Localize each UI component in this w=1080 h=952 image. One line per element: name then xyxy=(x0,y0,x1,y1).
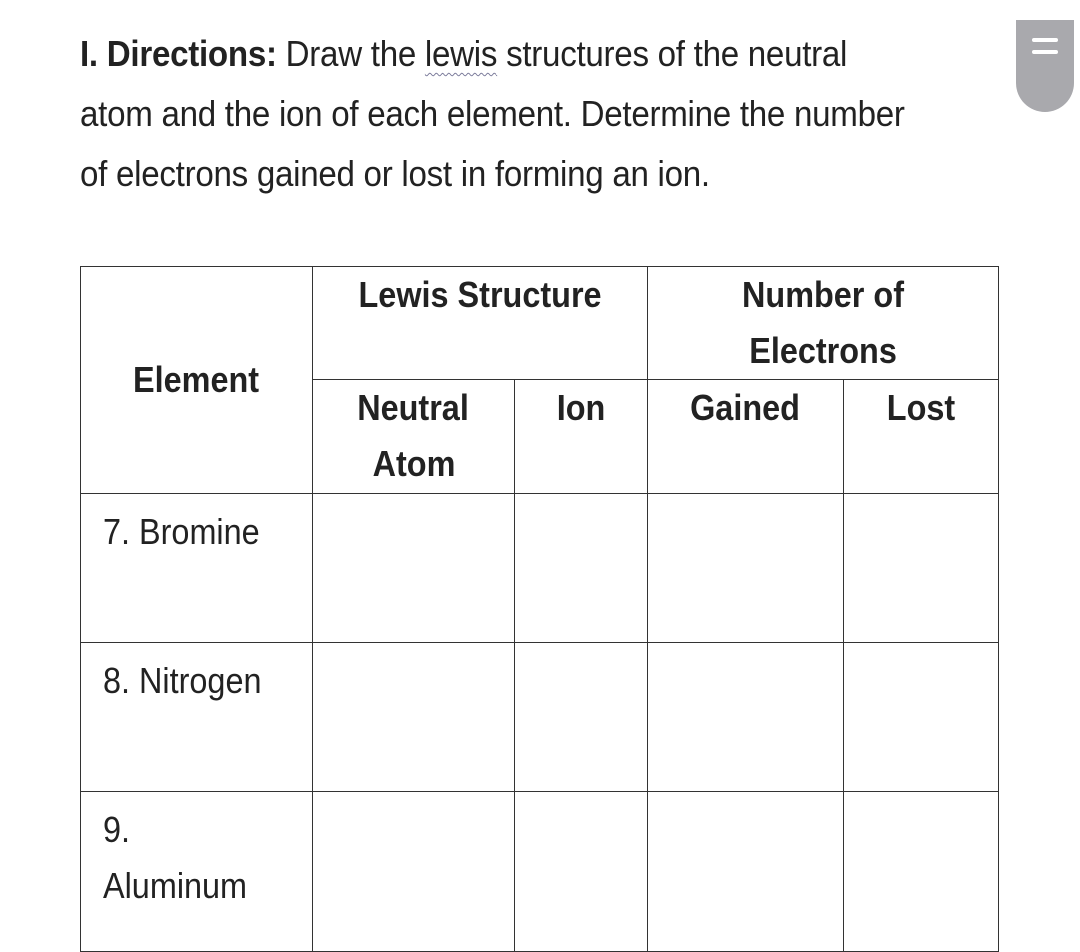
element-label: 9. xyxy=(103,809,131,850)
gained-cell[interactable] xyxy=(648,792,844,952)
gained-cell[interactable] xyxy=(648,643,844,792)
directions-lead: I. Directions: xyxy=(80,33,277,74)
worksheet-table xyxy=(80,266,999,952)
neutral-atom-cell[interactable] xyxy=(313,494,515,643)
lost-cell[interactable] xyxy=(844,643,999,792)
header-element-cell xyxy=(81,267,313,494)
header-number-of: Number of xyxy=(742,274,904,315)
element-label: 8. Nitrogen xyxy=(103,660,262,701)
scroll-handle[interactable] xyxy=(1016,20,1074,112)
header-element: Element xyxy=(133,359,260,400)
element-label: 7. Bromine xyxy=(103,511,260,552)
header-lewis-structure: Lewis Structure xyxy=(358,274,602,315)
lost-cell[interactable] xyxy=(844,494,999,643)
ion-cell[interactable] xyxy=(515,792,648,952)
element-cell xyxy=(81,643,313,792)
directions-line-2: atom and the ion of each element. Determine the number xyxy=(80,93,905,134)
table-row xyxy=(81,494,999,643)
element-cell xyxy=(81,792,313,952)
header-gained-cell xyxy=(648,380,844,494)
header-ion-cell xyxy=(515,380,648,494)
gained-cell[interactable] xyxy=(648,494,844,643)
neutral-atom-cell[interactable] xyxy=(313,643,515,792)
header-number-cell xyxy=(648,267,999,380)
directions-text-1a: Draw the xyxy=(285,33,416,74)
header-lost: Lost xyxy=(886,387,956,428)
lost-cell[interactable] xyxy=(844,792,999,952)
header-lewis-cell xyxy=(313,267,648,380)
handle-grip-line-1 xyxy=(1032,38,1058,42)
header-neutral: Neutral xyxy=(357,387,470,428)
directions-line-3: of electrons gained or lost in forming an ion. xyxy=(80,153,710,194)
header-electrons: Electrons xyxy=(749,330,897,371)
header-neutral-cell xyxy=(313,380,515,494)
header-gained: Gained xyxy=(690,387,801,428)
directions-line-1 xyxy=(80,24,936,84)
ion-cell[interactable] xyxy=(515,494,648,643)
ion-cell[interactable] xyxy=(515,643,648,792)
directions-text-1b: structures of the neutral xyxy=(506,33,848,74)
header-row-1 xyxy=(81,267,999,380)
handle-grip-line-2 xyxy=(1032,50,1058,54)
table-row xyxy=(81,643,999,792)
table-row xyxy=(81,792,999,952)
header-lost-cell xyxy=(844,380,999,494)
directions-text xyxy=(80,24,936,204)
spellcheck-word: lewis xyxy=(424,33,498,74)
header-ion: Ion xyxy=(556,387,606,428)
neutral-atom-cell[interactable] xyxy=(313,792,515,952)
header-atom: Atom xyxy=(372,443,455,484)
element-label-line-2: Aluminum xyxy=(103,865,248,906)
element-cell xyxy=(81,494,313,643)
